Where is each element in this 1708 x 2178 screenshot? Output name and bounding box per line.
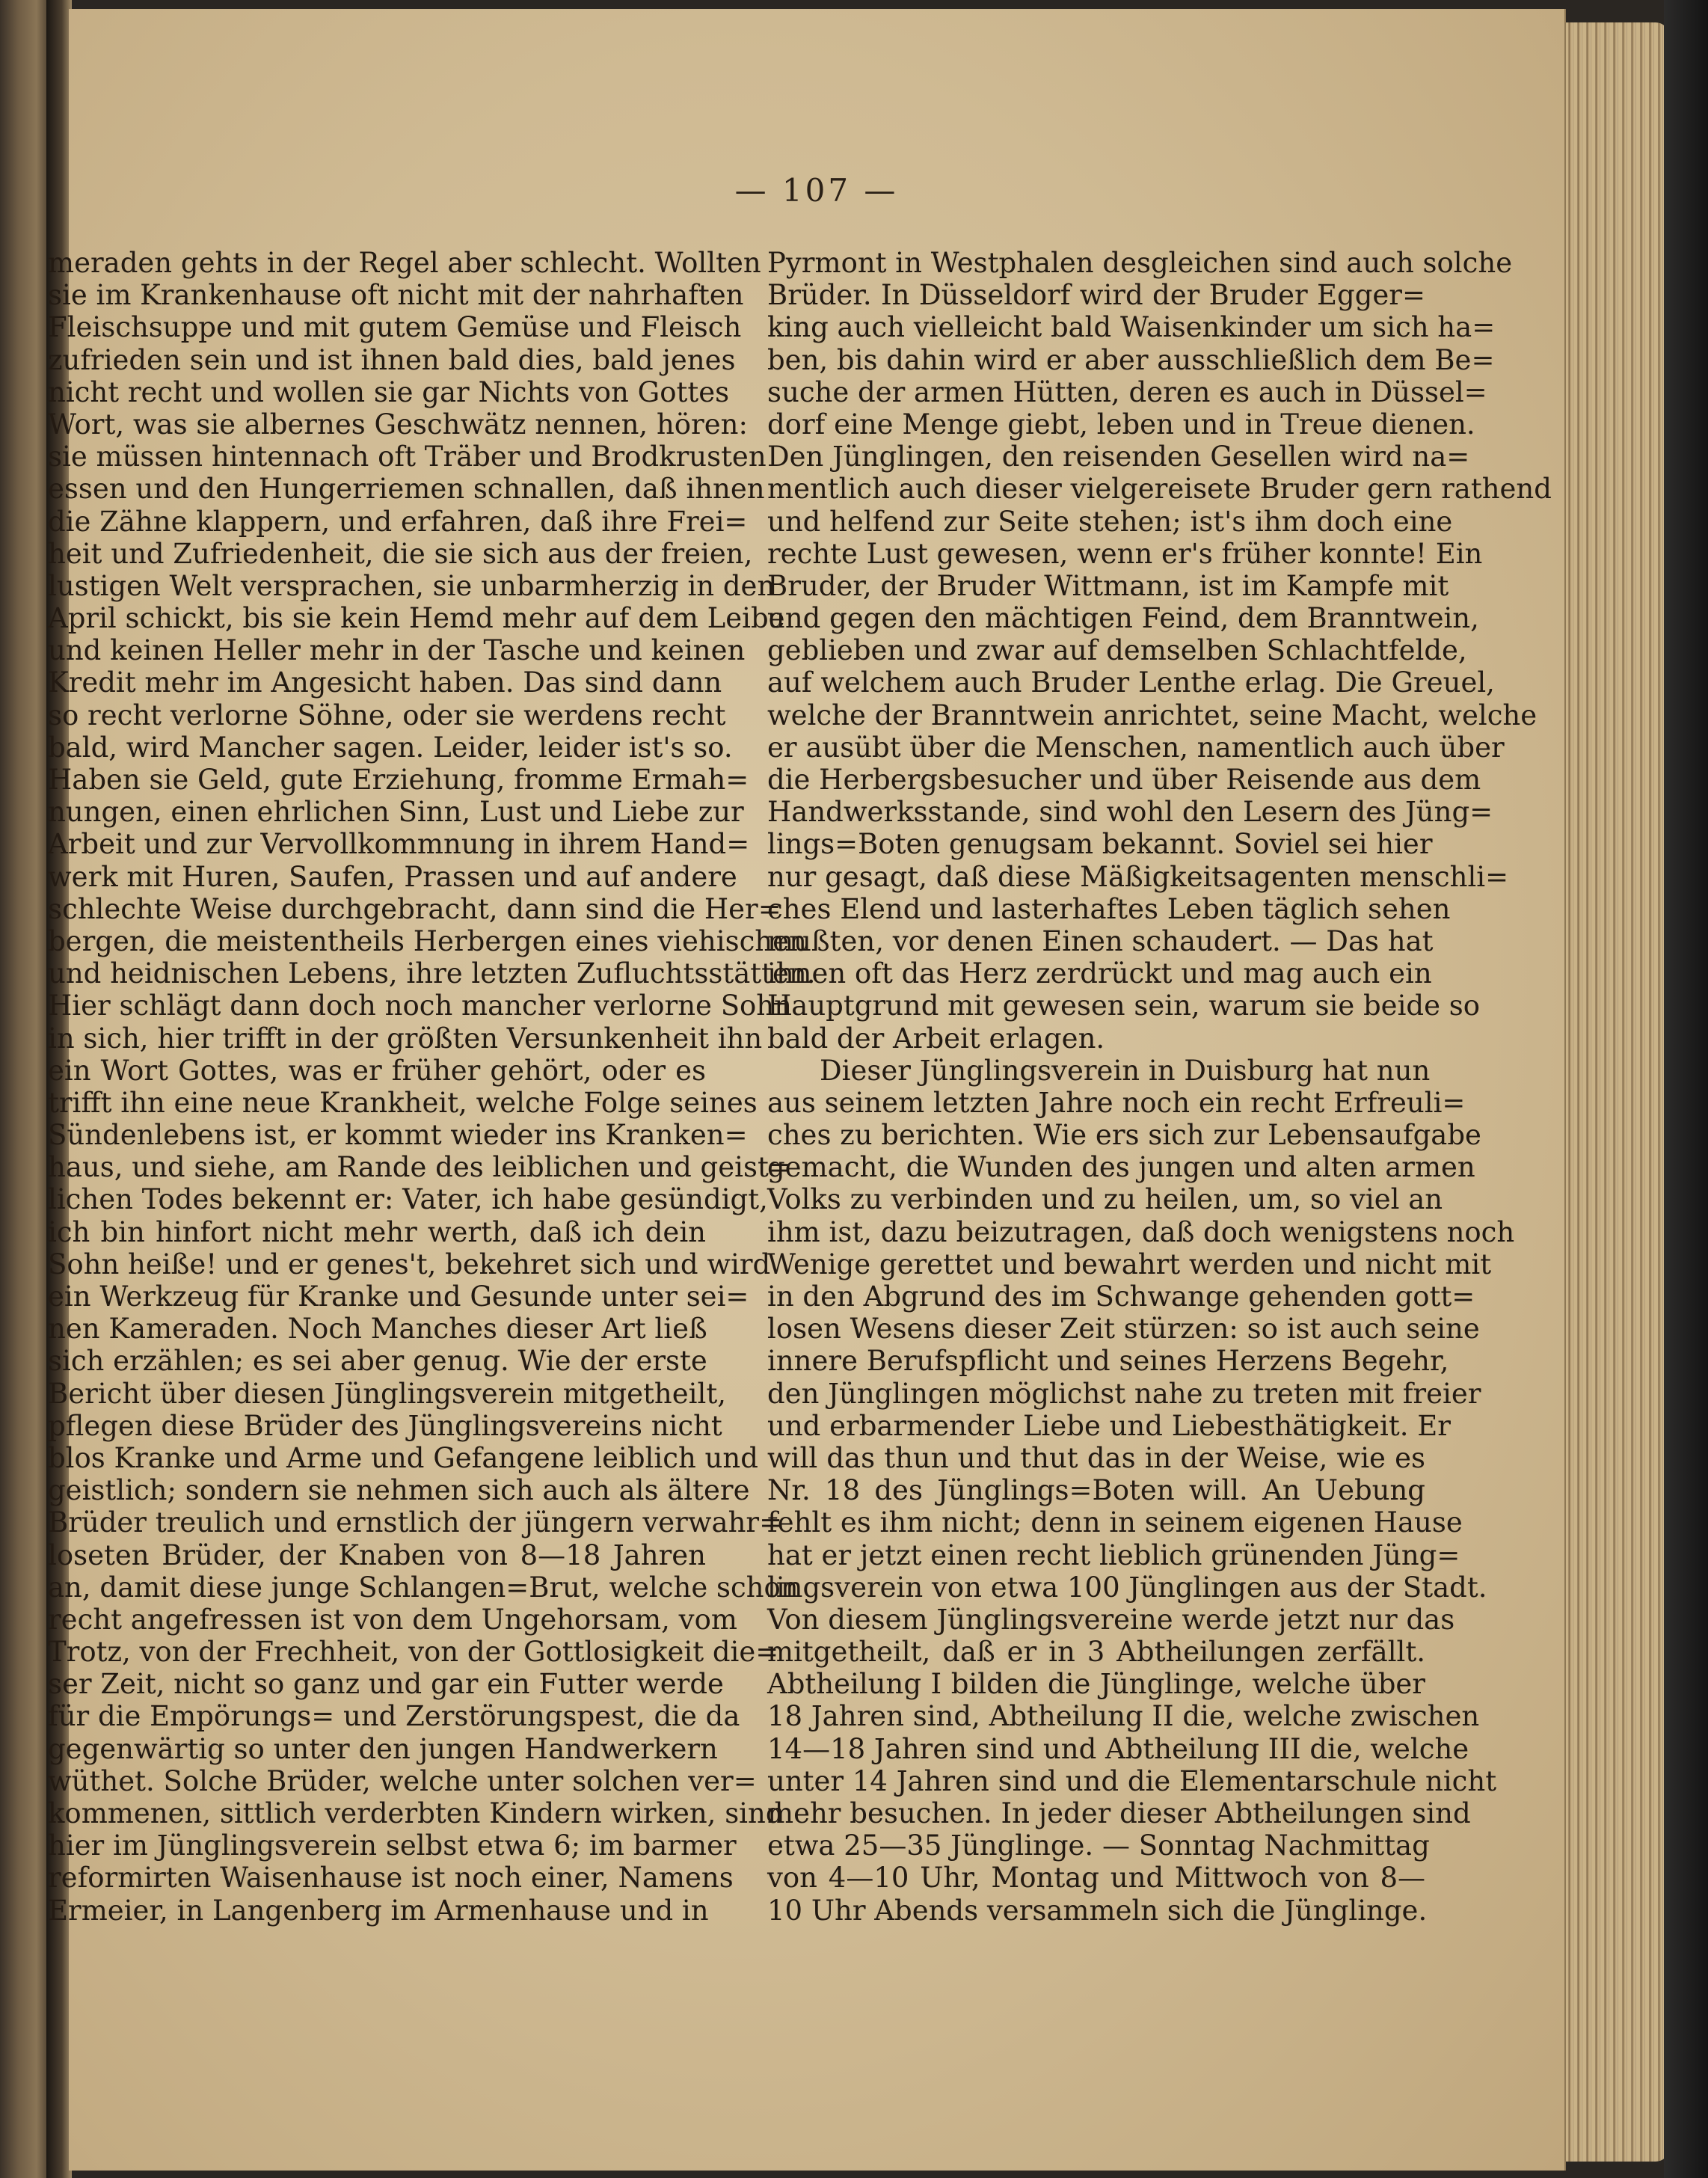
text-line: den Jünglingen möglichst nahe zu treten mit freier (767, 1377, 1481, 1410)
text-line: dorf eine Menge giebt, leben und in Treue dienen. (767, 408, 1475, 441)
text-line: heit und Zufriedenheit, die sie sich aus der freien, (48, 537, 753, 570)
text-line: Sohn heiße! und er genes't, bekehret sich und wird (48, 1248, 771, 1280)
text-line: und heidnischen Lebens, ihre letzten Zufluchtsstätten. (48, 957, 816, 990)
text-line: blos Kranke und Arme und Gefangene leiblich und (48, 1441, 758, 1474)
text-line: gegenwärtig so unter den jungen Handwerkern (48, 1732, 718, 1765)
text-line: April schickt, bis sie kein Hemd mehr auf dem Leibe (48, 602, 785, 635)
text-line: von 4—10 Uhr, Montag und Mittwoch von 8— (767, 1862, 1425, 1895)
text-line: mußten, vor denen Einen schaudert. — Das hat (767, 924, 1434, 957)
text-line: lingsverein von etwa 100 Jünglingen aus der Stadt. (767, 1571, 1487, 1604)
left-text-column (48, 247, 816, 1927)
text-line: ches zu berichten. Wie ers sich zur Lebensaufgabe (767, 1119, 1481, 1152)
text-line: schlechte Weise durchgebracht, dann sind die Her= (48, 892, 781, 925)
text-line: Abtheilung I bilden die Jünglinge, welche über (767, 1668, 1425, 1701)
text-line: hat er jetzt einen recht lieblich grünenden Jüng= (767, 1539, 1460, 1571)
text-line: und helfend zur Seite stehen; ist's ihm doch eine (767, 505, 1453, 538)
text-line: reformirten Waisenhause ist noch einer, Namens (48, 1862, 734, 1895)
text-line: wüthet. Solche Brüder, welche unter solchen ver= (48, 1764, 757, 1797)
text-line: losen Wesens dieser Zeit stürzen: so ist auch seine (767, 1313, 1480, 1346)
text-line: ihnen oft das Herz zerdrückt und mag auch ein (767, 957, 1432, 990)
text-line: und erbarmender Liebe und Liebesthätigkeit. Er (767, 1409, 1451, 1442)
text-line: etwa 25—35 Jünglinge. — Sonntag Nachmittag (767, 1829, 1430, 1862)
text-line: Dieser Jünglingsverein in Duisburg hat nun (820, 1054, 1431, 1087)
text-line: will das thun und thut das in der Weise, wie es (767, 1441, 1425, 1474)
text-line: Sündenlebens ist, er kommt wieder ins Kranken= (48, 1119, 748, 1152)
text-line: Brüder. In Düsseldorf wird der Bruder Egger= (767, 279, 1425, 312)
text-line: Arbeit und zur Vervollkommnung in ihrem Hand= (48, 828, 750, 861)
text-line: nen Kameraden. Noch Manches dieser Art ließ (48, 1313, 707, 1346)
text-line: lustigen Welt versprachen, sie unbarmherzig in den (48, 569, 775, 602)
text-line: recht angefressen ist von dem Ungehorsam, vom (48, 1603, 737, 1636)
text-line: und keinen Heller mehr in der Tasche und keinen (48, 634, 746, 667)
text-line: 18 Jahren sind, Abtheilung II die, welche zwischen (767, 1700, 1480, 1733)
text-line: Nr. 18 des Jünglings=Boten will. An Uebung (767, 1474, 1425, 1507)
text-line: mehr besuchen. In jeder dieser Abtheilungen sind (767, 1797, 1471, 1829)
text-line: essen und den Hungerriemen schnallen, daß ihnen (48, 473, 765, 506)
text-line: ich bin hinfort nicht mehr werth, daß ich dein (48, 1215, 706, 1248)
text-line: king auch vielleicht bald Waisenkinder um sich ha= (767, 311, 1496, 344)
text-line: die Zähne klappern, und erfahren, daß ihre Frei= (48, 505, 748, 538)
text-line: sie müssen hintennach oft Träber und Brodkrusten (48, 441, 767, 473)
text-line: 14—18 Jahren sind und Abtheilung III die, welche (767, 1732, 1469, 1765)
text-line: rechte Lust gewesen, wenn er's früher konnte! Ein (767, 537, 1483, 570)
text-line: nicht recht und wollen sie gar Nichts von Gottes (48, 375, 730, 408)
text-line: Ermeier, in Langenberg im Armenhause und in (48, 1894, 709, 1927)
text-line: für die Empörungs= und Zerstörungspest, die da (48, 1700, 740, 1733)
text-line: geblieben und zwar auf demselben Schlachtfelde, (767, 634, 1467, 667)
text-line: ches Elend und lasterhaftes Leben täglich sehen (767, 892, 1451, 925)
text-line: sie im Krankenhause oft nicht mit der nahrhaften (48, 279, 744, 312)
text-line: Haben sie Geld, gute Erziehung, fromme Ermah= (48, 764, 749, 796)
text-line: geistlich; sondern sie nehmen sich auch als ältere (48, 1474, 750, 1507)
text-line: Von diesem Jünglingsvereine werde jetzt nur das (767, 1603, 1455, 1636)
text-line: hier im Jünglingsverein selbst etwa 6; im barmer (48, 1829, 737, 1862)
text-line: Handwerksstande, sind wohl den Lesern des Jüng= (767, 796, 1493, 829)
text-line: ein Werkzeug für Kranke und Gesunde unter sei= (48, 1280, 749, 1313)
text-line: nungen, einen ehrlichen Sinn, Lust und Liebe zur (48, 796, 744, 829)
text-line: Wenige gerettet und bewahrt werden und nicht mit (767, 1248, 1492, 1280)
text-line: an, damit diese junge Schlangen=Brut, welche schon (48, 1571, 799, 1604)
text-line: Hauptgrund mit gewesen sein, warum sie beide so (767, 990, 1481, 1022)
book-cover (1664, 0, 1708, 2178)
text-line: Fleischsuppe und mit gutem Gemüse und Fleisch (48, 311, 742, 344)
text-line: bald, wird Mancher sagen. Leider, leider ist's so. (48, 731, 733, 764)
text-line: sich erzählen; es sei aber genug. Wie der erste (48, 1345, 707, 1378)
text-line: welche der Branntwein anrichtet, seine Macht, welche (767, 699, 1537, 731)
text-line: loseten Brüder, der Knaben von 8—18 Jahren (48, 1539, 706, 1571)
text-line: in sich, hier trifft in der größten Versunkenheit ihn (48, 1022, 763, 1055)
text-line: so recht verlorne Söhne, oder sie werdens recht (48, 699, 726, 731)
text-line: zufrieden sein und ist ihnen bald dies, bald jenes (48, 343, 736, 376)
text-line: kommenen, sittlich verderbten Kindern wirken, sind (48, 1797, 784, 1829)
text-line: aus seinem letzten Jahre noch ein recht Erfreuli= (767, 1086, 1466, 1119)
book-page (48, 9, 1566, 2171)
text-line: nur gesagt, daß diese Mäßigkeitsagenten menschli= (767, 860, 1509, 893)
right-text-column (767, 247, 1552, 1927)
text-line: er ausübt über die Menschen, namentlich auch über (767, 731, 1505, 764)
left-page-edge (0, 0, 52, 2178)
text-line: auf welchem auch Bruder Lenthe erlag. Die Greuel, (767, 666, 1495, 699)
page-stack-edges (1564, 22, 1669, 2162)
text-line: gemacht, die Wunden des jungen und alten armen (767, 1151, 1475, 1184)
text-line: lings=Boten genugsam bekannt. Soviel sei hier (767, 828, 1433, 861)
text-line: ben, bis dahin wird er aber ausschließlich dem Be= (767, 343, 1495, 376)
text-line: ein Wort Gottes, was er früher gehört, oder es (48, 1054, 706, 1087)
text-line: trifft ihn eine neue Krankheit, welche Folge seines (48, 1086, 758, 1119)
text-line: lichen Todes bekennt er: Vater, ich habe gesündigt, (48, 1183, 768, 1216)
text-line: haus, und siehe, am Rande des leiblichen und geist= (48, 1151, 792, 1184)
text-line: Wort, was sie albernes Geschwätz nennen, hören: (48, 408, 748, 441)
text-line: Volks zu verbinden und zu heilen, um, so viel an (767, 1183, 1443, 1216)
text-line: Hier schlägt dann doch noch mancher verlorne Sohn (48, 990, 792, 1022)
text-line: innere Berufspflicht und seines Herzens Begehr, (767, 1345, 1449, 1378)
text-line: bald der Arbeit erlagen. (767, 1022, 1105, 1055)
page-number: — 107 — (734, 172, 899, 209)
text-line: werk mit Huren, Saufen, Prassen und auf andere (48, 860, 737, 893)
text-line: fehlt es ihm nicht; denn in seinem eigenen Hause (767, 1506, 1463, 1539)
text-line: unter 14 Jahren sind und die Elementarschule nicht (767, 1764, 1497, 1797)
text-line: und gegen den mächtigen Feind, dem Branntwein, (767, 602, 1479, 635)
text-line: pflegen diese Brüder des Jünglingsvereins nicht (48, 1409, 722, 1442)
text-line: mentlich auch dieser vielgereisete Bruder gern rathend (767, 473, 1552, 506)
text-line: Trotz, von der Frechheit, von der Gottlosigkeit die= (48, 1636, 779, 1669)
text-line: Brüder treulich und ernstlich der jüngern verwahr= (48, 1506, 783, 1539)
text-line: bergen, die meistentheils Herbergen eines viehischen (48, 924, 807, 957)
text-line: in den Abgrund des im Schwange gehenden gott= (767, 1280, 1475, 1313)
text-line: meraden gehts in der Regel aber schlecht. Wollten (48, 247, 761, 279)
text-line: mitgetheilt, daß er in 3 Abtheilungen zerfällt. (767, 1636, 1425, 1669)
text-line: die Herbergsbesucher und über Reisende aus dem (767, 764, 1481, 796)
text-line: Bruder, der Bruder Wittmann, ist im Kampfe mit (767, 569, 1449, 602)
text-line: ser Zeit, nicht so ganz und gar ein Futter werde (48, 1668, 724, 1701)
text-line: Den Jünglingen, den reisenden Gesellen wird na= (767, 441, 1470, 473)
text-line: suche der armen Hütten, deren es auch in Düssel= (767, 375, 1487, 408)
text-line: Kredit mehr im Angesicht haben. Das sind dann (48, 666, 722, 699)
text-line: Pyrmont in Westphalen desgleichen sind auch solche (767, 247, 1513, 279)
text-line: ihm ist, dazu beizutragen, daß doch wenigstens noch (767, 1215, 1515, 1248)
text-line: Bericht über diesen Jünglingsverein mitgetheilt, (48, 1377, 726, 1410)
text-line: 10 Uhr Abends versammeln sich die Jünglinge. (767, 1894, 1428, 1927)
